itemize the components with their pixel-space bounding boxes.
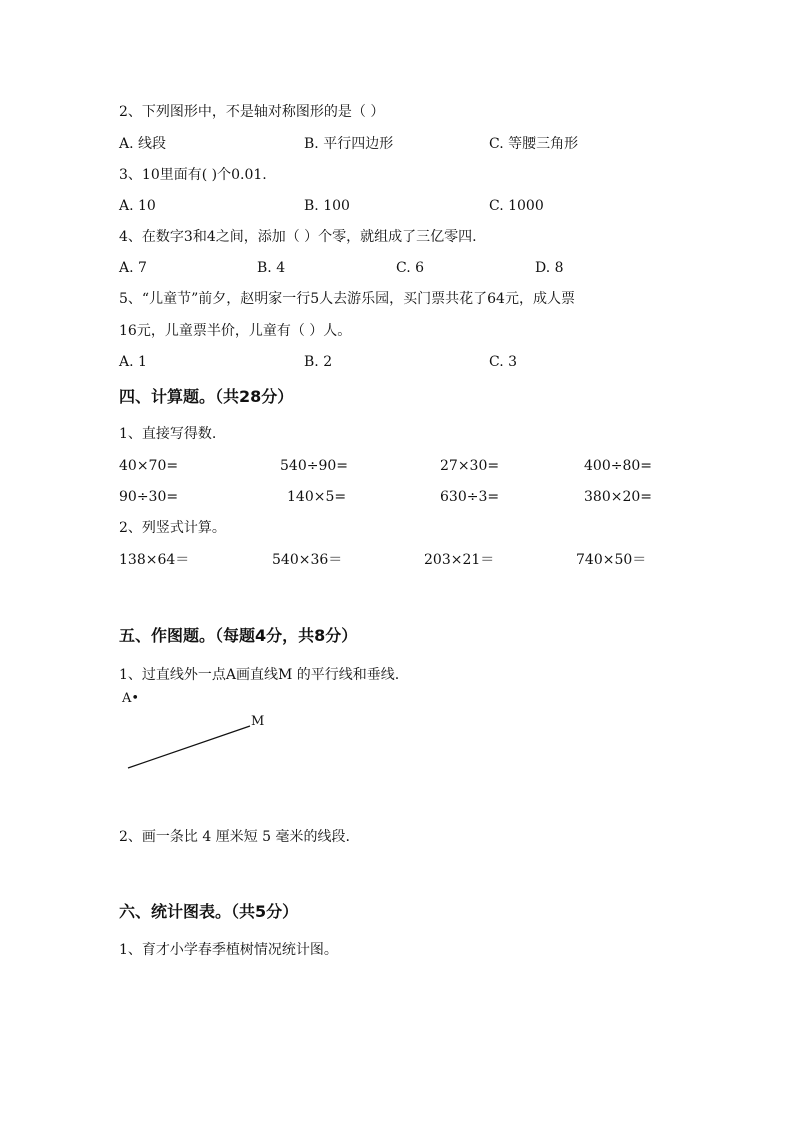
question-4-option-a: A. 7 [119,260,147,276]
question-2-stem: 2、下列图形中，不是轴对称图形的是（ ） [119,104,385,120]
calc-item: 90÷30= [119,489,179,505]
calc-item: 630÷3= [440,489,500,505]
question-4-option-d: D. 8 [535,260,564,276]
question-2-option-b: B. 平行四边形 [304,136,394,152]
vertical-calc-item: 138×64＝ [119,552,190,568]
calc-item: 140×5= [287,489,347,505]
question-4-option-c: C. 6 [396,260,425,276]
question-5-option-a: A. 1 [119,354,147,370]
question-5-option-b: B. 2 [304,354,333,370]
calc-item: 40×70= [119,458,179,474]
section-5-q1-stem: 1、过直线外一点A画直线M 的平行线和垂线. [119,667,400,683]
question-3-option-b: B. 100 [304,198,350,214]
question-3-option-a: A. 10 [119,198,156,214]
section-6-title: 六、统计图表。（共5分） [119,902,299,921]
question-5-stem-line1: 5、“儿童节”前夕，赵明家一行5人去游乐园，买门票共花了64元，成人票 [119,291,575,307]
section-4-q2-stem: 2、列竖式计算。 [119,520,226,536]
point-a-label: A• [122,691,140,706]
section-6-q1-stem: 1、育才小学春季植树情况统计图。 [119,942,338,958]
line-m [128,726,250,768]
question-3-stem: 3、10里面有( )个0.01. [119,167,267,183]
calc-item: 400÷80= [584,458,652,474]
question-4-stem: 4、在数字3和4之间，添加（ ）个零，就组成了三亿零四. [119,229,477,245]
question-3-option-c: C. 1000 [489,198,544,214]
vertical-calc-item: 203×21＝ [424,552,495,568]
question-5-option-c: C. 3 [489,354,518,370]
line-m-label: M [251,714,265,729]
question-5-stem-line2: 16元，儿童票半价，儿童有（ ）人。 [119,323,352,339]
question-4-option-b: B. 4 [257,260,286,276]
vertical-calc-item: 540×36＝ [272,552,343,568]
section-4-title: 四、计算题。（共28分） [119,387,294,406]
section-5-title: 五、作图题。（每题4分，共8分） [119,626,358,645]
calc-item: 27×30= [440,458,500,474]
vertical-calc-item: 740×50＝ [576,552,647,568]
calc-item: 380×20= [584,489,652,505]
question-2-option-c: C. 等腰三角形 [489,136,579,152]
section-5-q2-stem: 2、画一条比 4 厘米短 5 毫米的线段. [119,829,350,845]
section-4-q1-stem: 1、直接写得数. [119,426,217,442]
calc-item: 540÷90= [280,458,348,474]
question-2-option-a: A. 线段 [119,136,167,152]
